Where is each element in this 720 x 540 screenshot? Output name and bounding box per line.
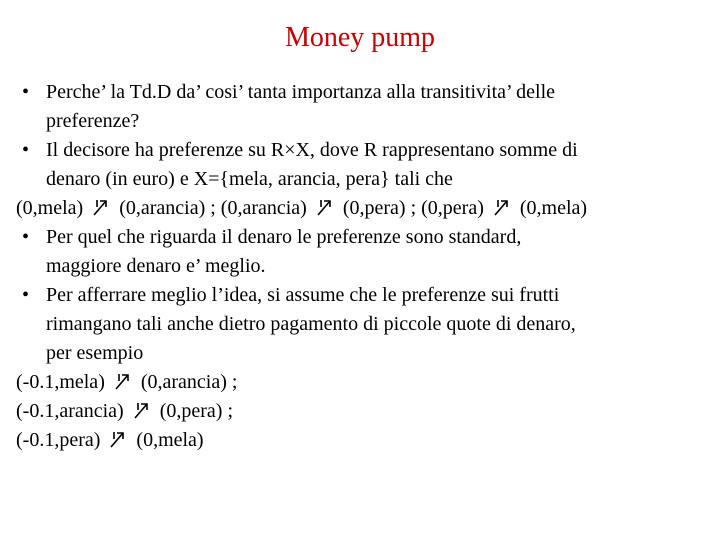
body-text: (-0.1,mela) [16, 371, 105, 393]
bullet-marker: • [22, 284, 30, 306]
bullet-continuation [0, 310, 720, 339]
strict-preference-icon [91, 197, 111, 217]
bullet-item-transitivity [0, 78, 720, 107]
slide-body [0, 78, 720, 455]
strict-preference-icon [315, 197, 335, 217]
body-text: rimangano tali anche dietro pagamento di piccole quote di denaro, [46, 313, 576, 335]
strict-preference-icon [132, 400, 152, 420]
body-text: Per afferrare meglio l’idea, si assume che le preferenze sui frutti [46, 284, 560, 306]
body-text: per esempio [46, 342, 144, 364]
body-text: (0,arancia) ; (0,arancia) [119, 197, 307, 219]
strict-preference-icon [492, 197, 512, 217]
body-text: Il decisore ha preferenze su R×X, dove R rappresentano somme di [46, 139, 578, 161]
body-text: maggiore denaro e’ meglio. [46, 255, 266, 277]
body-text: Per quel che riguarda il denaro le preferenze sono standard, [46, 226, 522, 248]
body-text: denaro (in euro) e X={mela, arancia, pera} tali che [46, 168, 453, 190]
body-text: (0,pera) ; (0,pera) [342, 197, 484, 219]
body-text: (-0.1,arancia) [16, 400, 124, 422]
body-text: preferenze? [46, 110, 140, 132]
body-text: Perche’ la Td.D da’ cosi’ tanta importanza alla transitivita’ delle [46, 81, 556, 103]
bullet-continuation [0, 107, 720, 136]
bullet-marker: • [22, 81, 30, 103]
example-line-1 [0, 368, 720, 397]
body-text: (-0.1,pera) [16, 429, 101, 451]
bullet-continuation [0, 252, 720, 281]
bullet-item-money [0, 223, 720, 252]
preference-cycle-line [0, 194, 720, 223]
strict-preference-icon [108, 429, 128, 449]
bullet-marker: • [22, 226, 30, 248]
bullet-item-preferences [0, 136, 720, 165]
bullet-item-example [0, 281, 720, 310]
bullet-marker: • [22, 139, 30, 161]
bullet-continuation [0, 165, 720, 194]
example-line-3 [0, 426, 720, 455]
bullet-continuation [0, 339, 720, 368]
strict-preference-icon [113, 371, 133, 391]
body-text: (0,pera) ; [159, 400, 234, 422]
body-text: (0,mela) [136, 429, 204, 451]
example-line-2 [0, 397, 720, 426]
slide-title: Money pump [284, 22, 436, 53]
body-text: (0,mela) [16, 197, 84, 219]
body-text: (0,arancia) ; [140, 371, 238, 393]
body-text: (0,mela) [519, 197, 588, 219]
